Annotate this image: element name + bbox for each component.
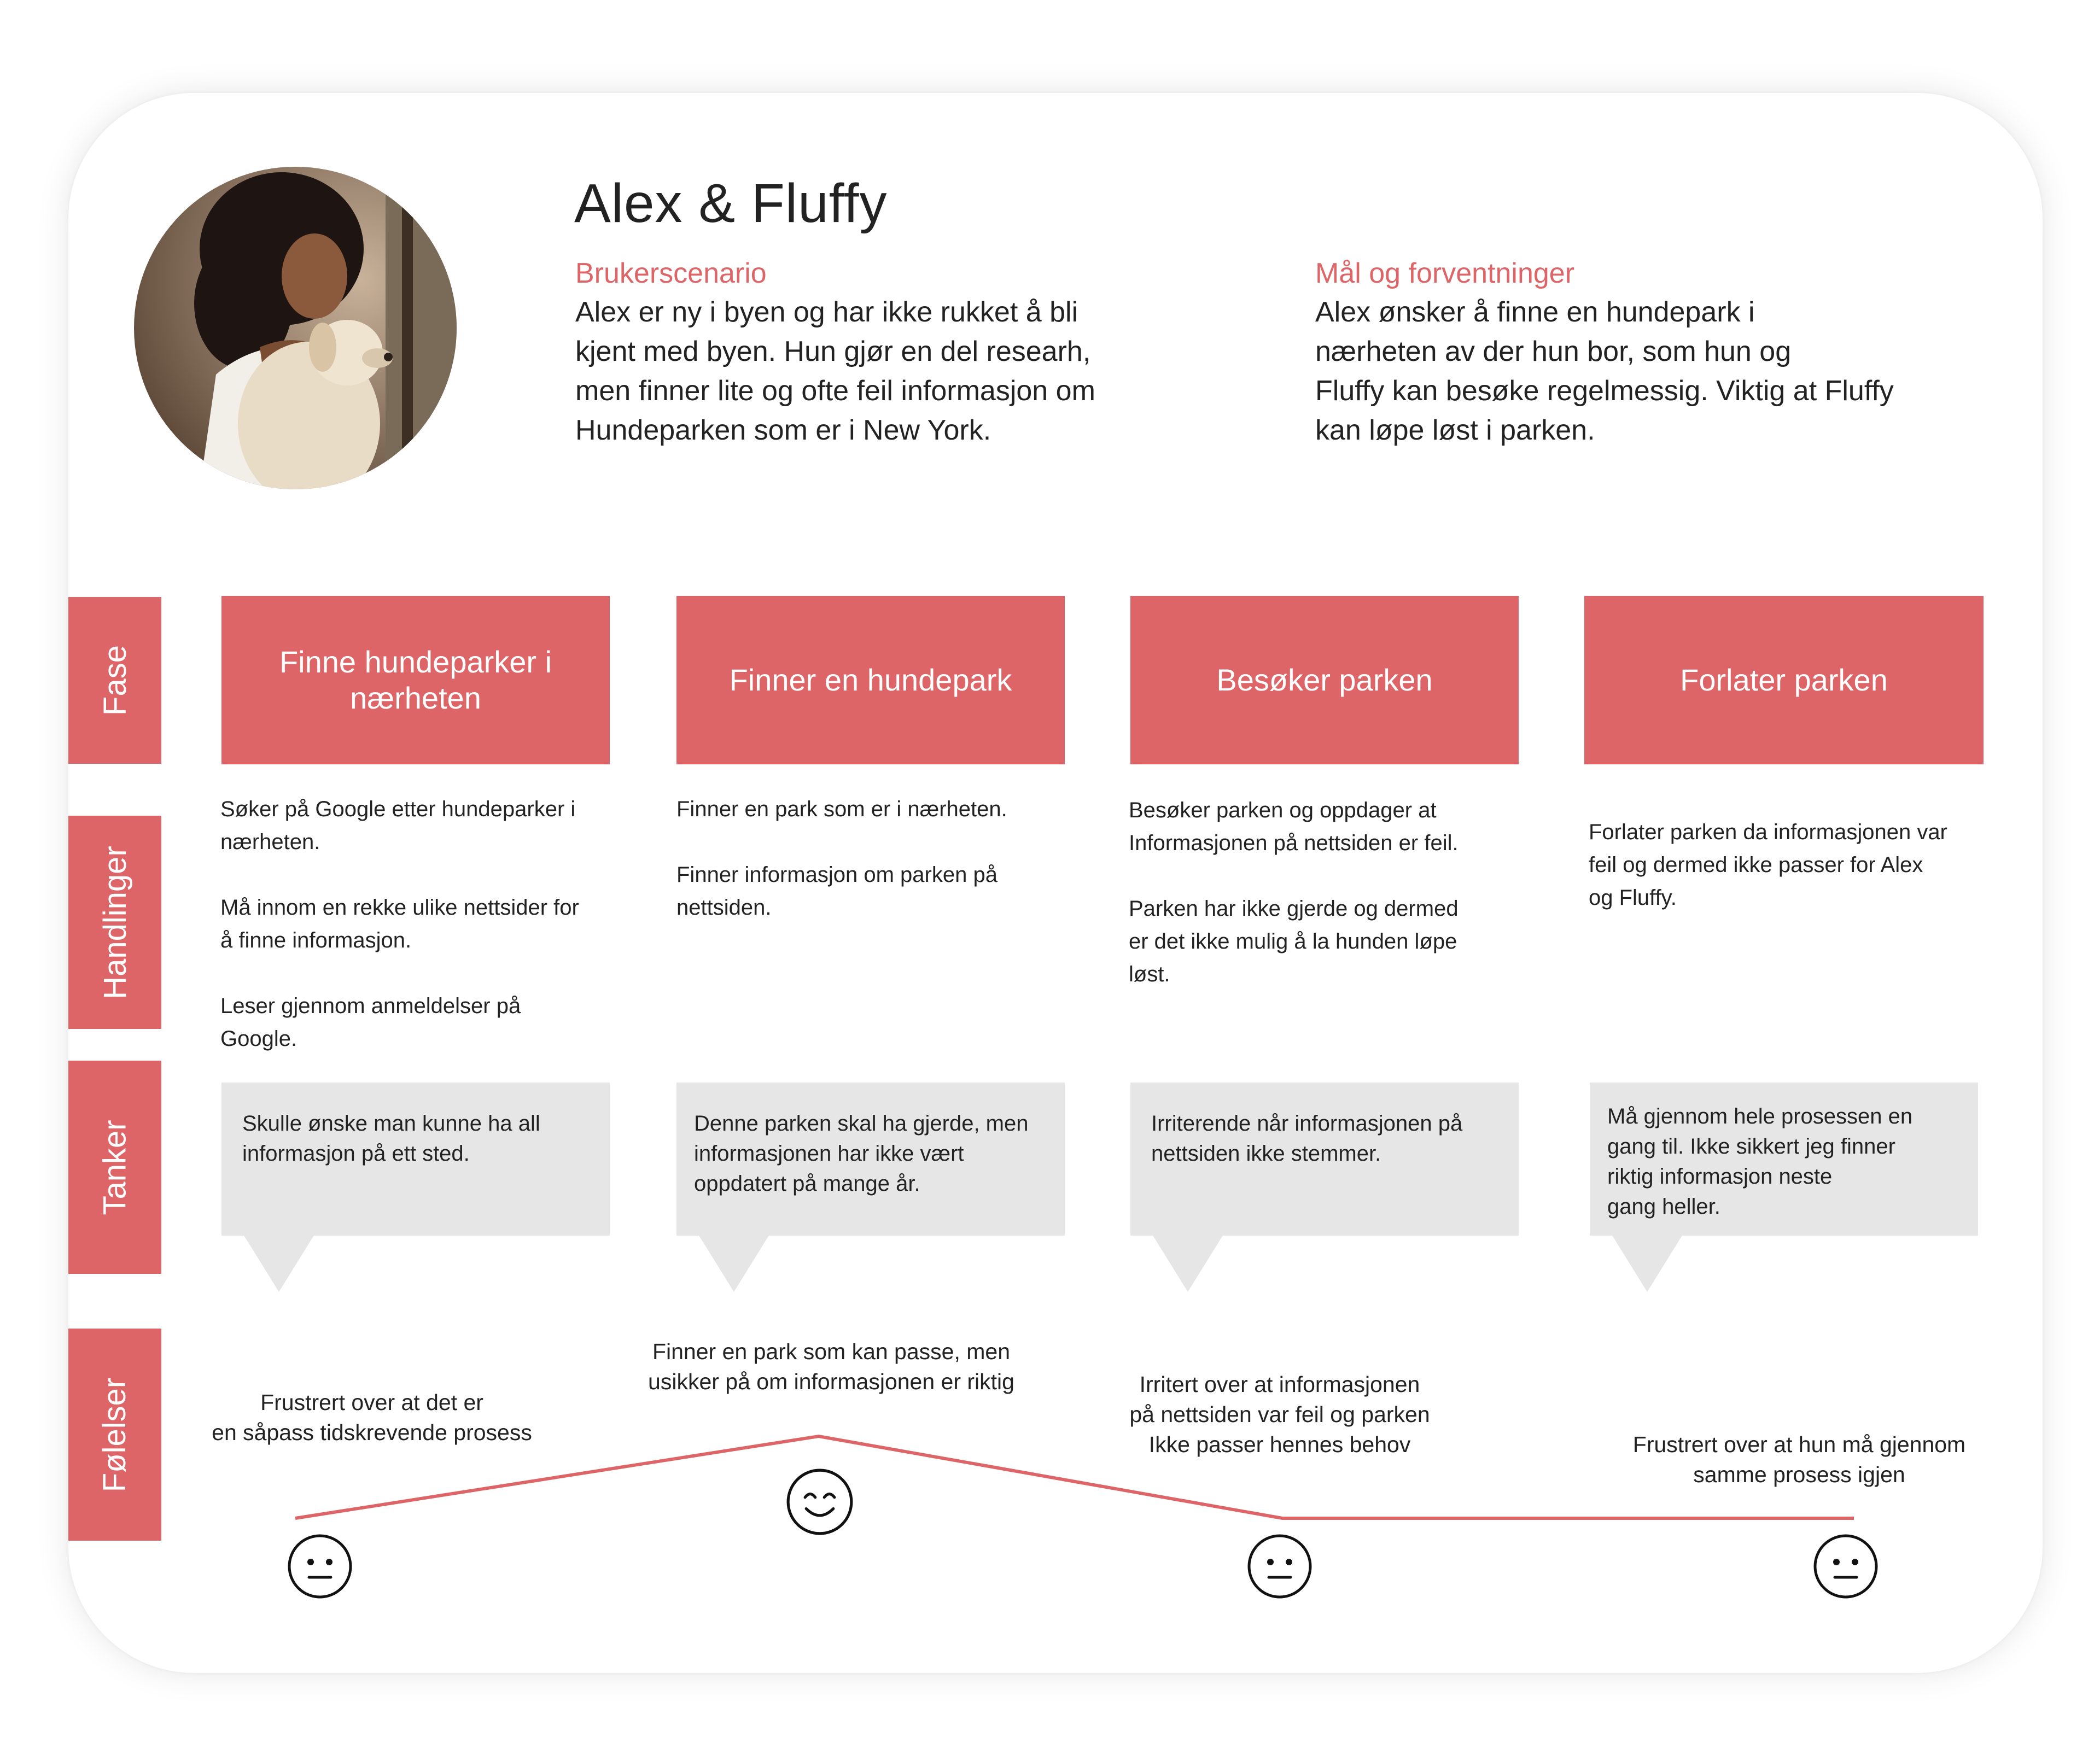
feeling-text-3: Irritert over at informasjonen på nettsiden var feil og parken Ikke passer hennes behov — [1129, 1372, 1430, 1457]
scenario-text: Alex er ny i byen og har ikke rukket å bli kjent med byen. Hun gjør en del researh, men finner lite og ofte feil informasjon om Hundeparken som er i New York. — [575, 296, 1095, 446]
actions-phase-4: Forlater parken da informasjonen var feil og dermed ikke passer for Alex og Fluffy. — [1589, 820, 1947, 910]
row-label-handlinger: Handlinger — [68, 816, 161, 1029]
smiley-face-icon — [786, 1468, 854, 1536]
thought-bubble-3: Irriterende når informasjonen på nettsiden ikke stemmer. — [1130, 1083, 1519, 1236]
scenario-heading: Brukerscenario — [575, 258, 767, 289]
row-label-folelser: Følelser — [68, 1329, 161, 1541]
phase-box-1: Finne hundeparker i nærheten — [221, 596, 610, 764]
row-label-tanker: Tanker — [68, 1061, 161, 1274]
neutral-face-icon — [1813, 1534, 1879, 1599]
phase-box-2: Finner en hundepark — [676, 596, 1065, 764]
persona-name: Alex & Fluffy — [574, 173, 888, 234]
feeling-text-2: Finner en park som kan passe, men usikker på om informasjonen er riktig — [648, 1339, 1014, 1394]
thought-bubble-4: Må gjennom hele prosessen en gang til. Ikke sikkert jeg finner riktig informasjon neste gang heller. — [1590, 1083, 1978, 1236]
thought-bubble-2: Denne parken skal ha gjerde, men informasjonen har ikke vært oppdatert på mange år. — [676, 1083, 1065, 1236]
phase-box-3: Besøker parken — [1130, 596, 1519, 764]
actions-phase-2: Finner en park som er i nærheten. Finner informasjon om parken på nettsiden. — [676, 797, 1007, 920]
actions-phase-1: Søker på Google etter hundeparker i nærheten. Må innom en rekke ulike nettsider for å finne informasjon. Leser gjennom anmeldelser på Google. — [220, 797, 579, 1051]
feeling-text-4: Frustrert over at hun må gjennom samme prosess igjen — [1632, 1432, 1966, 1487]
row-label-fase: Fase — [68, 597, 161, 764]
neutral-face-icon — [1247, 1534, 1312, 1599]
goals-text: Alex ønsker å finne en hundepark i nærheten av der hun bor, som hun og Fluffy kan besøke regelmessig. Viktig at Fluffy kan løpe løst i parken. — [1315, 296, 1894, 446]
goals-heading: Mål og forventninger — [1315, 258, 1575, 289]
neutral-face-icon — [287, 1534, 353, 1599]
actions-phase-3: Besøker parken og oppdager at Informasjonen på nettsiden er feil. Parken har ikke gjerde og dermed er det ikke mulig å la hunden løpe løst. — [1129, 798, 1459, 986]
phase-box-4: Forlater parken — [1584, 596, 1984, 764]
thought-bubble-1: Skulle ønske man kunne ha all informasjon på ett sted. — [221, 1083, 610, 1236]
feeling-text-1: Frustrert over at det er en såpass tidskrevende prosess — [212, 1390, 532, 1445]
